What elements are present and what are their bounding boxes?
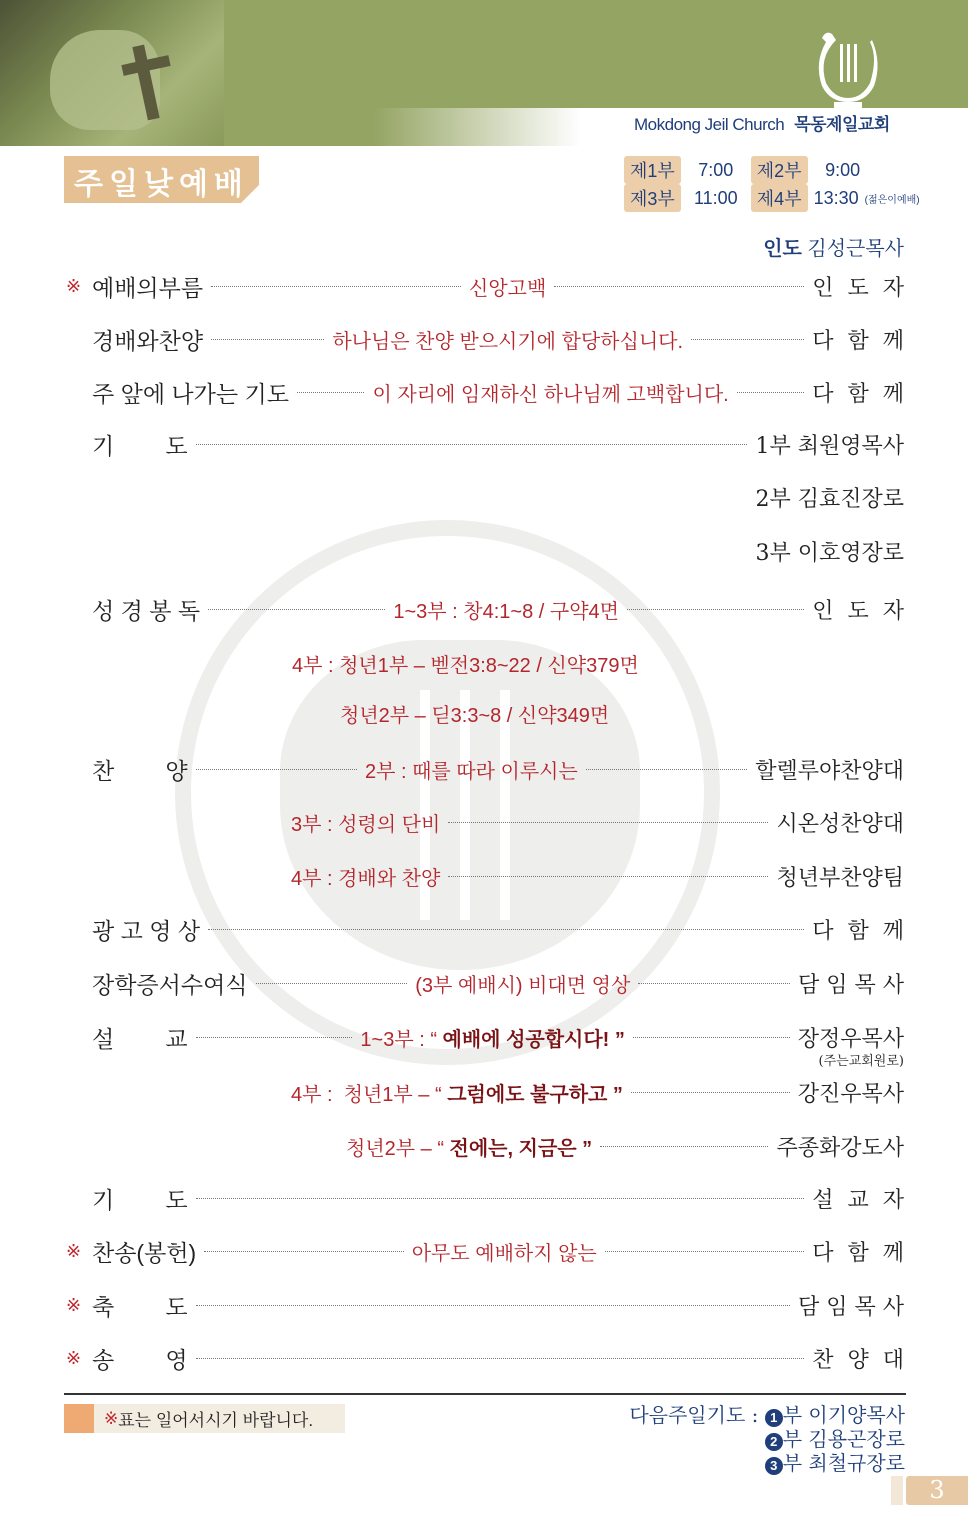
dotted-leader bbox=[448, 876, 768, 877]
item-detail bbox=[412, 1237, 597, 1266]
item-detail bbox=[393, 595, 619, 624]
person-text: 찬 양 대 bbox=[812, 1347, 904, 1373]
leader-name: 김성근목사 bbox=[807, 238, 904, 260]
person-note: (주는교회원로) bbox=[818, 1053, 904, 1069]
item-label: 주 앞에 나가는 기도 bbox=[92, 380, 289, 407]
item-label: 기 도 bbox=[92, 432, 188, 459]
dotted-leader bbox=[631, 1092, 790, 1093]
item-detail bbox=[469, 272, 546, 301]
table-row bbox=[66, 322, 904, 356]
leader-role: 인도 bbox=[763, 238, 802, 260]
detail-text: 아무도 예배하지 않는 bbox=[411, 1242, 597, 1265]
detail-text: 1~3부 : 창4:1~8 / 구약4면 bbox=[393, 600, 619, 623]
item-person bbox=[755, 429, 904, 460]
dotted-leader bbox=[633, 1037, 790, 1038]
dotted-leader bbox=[196, 444, 748, 445]
person-text: 주종화강도사 bbox=[776, 1135, 904, 1161]
person-text: 2부 김효진장로 bbox=[755, 486, 904, 512]
church-name bbox=[634, 110, 890, 135]
person-text: 담 임 목 사 bbox=[798, 1294, 904, 1320]
service-times bbox=[624, 156, 920, 212]
item-person bbox=[755, 482, 904, 513]
item-person bbox=[812, 324, 904, 355]
table-row bbox=[66, 1075, 904, 1109]
person-text: 다 함 께 bbox=[812, 1240, 904, 1266]
detail-text: 청년2부 – 딛3:3~8 / 신약349면 bbox=[340, 704, 610, 727]
detail-text: 신앙고백 bbox=[469, 277, 547, 300]
item-person bbox=[812, 377, 904, 408]
dotted-leader bbox=[448, 822, 768, 823]
item-label: 성 경 봉 독 bbox=[92, 597, 201, 624]
note-text: 표는 일어서시기 바랍니다. bbox=[118, 1411, 314, 1430]
note-mark: ※ bbox=[104, 1408, 119, 1428]
item-label: 예배의부름 bbox=[92, 274, 204, 301]
detail-text: 1~3부 : “ bbox=[360, 1028, 443, 1051]
table-row bbox=[66, 912, 904, 946]
item-detail bbox=[340, 699, 609, 728]
dotted-leader bbox=[600, 1146, 768, 1147]
service-note: (젊은이예배) bbox=[864, 194, 920, 206]
dotted-leader bbox=[208, 929, 804, 930]
dotted-leader bbox=[297, 392, 365, 393]
detail-title: 그럼에도 불구하고 ” bbox=[447, 1083, 623, 1106]
service-label: 제4부 bbox=[751, 184, 808, 212]
dotted-leader bbox=[204, 1251, 404, 1252]
standing-mark: ※ bbox=[66, 275, 82, 296]
item-detail bbox=[415, 969, 630, 998]
service-label: 제1부 bbox=[624, 156, 681, 184]
dotted-leader bbox=[691, 339, 804, 340]
service-time: 9:00 bbox=[825, 159, 861, 180]
service-time: 11:00 bbox=[693, 187, 738, 208]
person-text: 다 함 께 bbox=[812, 381, 905, 407]
standing-mark: ※ bbox=[66, 1240, 82, 1261]
detail-text: 4부 : 청년1부 – “ bbox=[291, 1083, 448, 1106]
person-text: 3부 이호영장로 bbox=[755, 540, 904, 566]
table-row bbox=[66, 1288, 904, 1322]
item-detail bbox=[332, 325, 683, 354]
dotted-leader bbox=[196, 1358, 805, 1359]
next-item: 부 최철규장로 bbox=[782, 1451, 905, 1475]
dotted-leader bbox=[196, 1037, 353, 1038]
table-row bbox=[66, 1181, 904, 1215]
table-row bbox=[66, 427, 904, 461]
dotted-leader bbox=[554, 286, 804, 287]
person-text: 다 함 께 bbox=[812, 328, 904, 354]
dotted-leader bbox=[196, 1305, 790, 1306]
item-person bbox=[812, 1343, 904, 1374]
table-row bbox=[66, 859, 904, 893]
item-person bbox=[812, 1236, 904, 1267]
page-number: 3 bbox=[906, 1476, 968, 1505]
service-time: 13:30 bbox=[813, 187, 859, 208]
item-label: 설 교 bbox=[92, 1025, 188, 1052]
service-time: 7:00 bbox=[698, 159, 734, 180]
church-name-ko: 목동제일교회 bbox=[794, 115, 890, 134]
person-text: 설 교 자 bbox=[812, 1187, 904, 1213]
table-row bbox=[66, 269, 904, 303]
item-detail bbox=[291, 1078, 623, 1107]
item-label: 경배와찬양 bbox=[92, 327, 204, 354]
table-row bbox=[66, 752, 904, 786]
table-row bbox=[66, 966, 904, 1000]
item-detail bbox=[292, 649, 639, 678]
table-row bbox=[66, 592, 904, 626]
item-detail bbox=[291, 808, 440, 837]
divider bbox=[64, 1393, 906, 1395]
item-label: 송 영 bbox=[92, 1346, 188, 1373]
item-person bbox=[755, 536, 904, 567]
dotted-leader bbox=[605, 1251, 805, 1252]
detail-text: 3부 : 성령의 단비 bbox=[291, 813, 441, 836]
dotted-leader bbox=[586, 769, 747, 770]
item-detail bbox=[346, 1132, 592, 1161]
person-text: 청년부찬양팀 bbox=[776, 865, 904, 891]
dotted-leader bbox=[638, 983, 790, 984]
detail-text: 4부 : 청년1부 – 벧전3:8~22 / 신약379면 bbox=[292, 654, 639, 677]
standing-mark: ※ bbox=[66, 1294, 82, 1315]
detail-text: 2부 : 때를 따라 이루시는 bbox=[365, 760, 578, 783]
lyre-logo-icon bbox=[812, 28, 884, 108]
table-row bbox=[66, 1020, 904, 1069]
item-person bbox=[798, 968, 904, 999]
detail-text: 4부 : 경배와 찬양 bbox=[291, 867, 441, 890]
dotted-leader bbox=[256, 983, 408, 984]
detail-text: 이 자리에 임재하신 하나님께 고백합니다. bbox=[372, 383, 729, 406]
table-row bbox=[66, 805, 904, 839]
dotted-leader bbox=[196, 1198, 805, 1199]
table-row bbox=[66, 534, 904, 568]
table-row bbox=[66, 1341, 904, 1375]
worship-leader bbox=[763, 232, 904, 261]
title-text: 주일낮예배 bbox=[74, 168, 249, 201]
person-text: 시온성찬양대 bbox=[776, 811, 904, 837]
item-detail bbox=[365, 755, 578, 784]
item-label: 광 고 영 상 bbox=[92, 917, 201, 944]
page-title bbox=[64, 156, 259, 203]
person-text: 할렐루야찬양대 bbox=[755, 758, 904, 784]
person-text: 인 도 자 bbox=[812, 275, 905, 301]
detail-title: 예배에 성공합시다! ” bbox=[442, 1028, 625, 1051]
person-text: 인 도 자 bbox=[812, 598, 905, 624]
dotted-leader bbox=[211, 286, 461, 287]
table-row bbox=[66, 696, 904, 730]
item-label: 장학증서수여식 bbox=[92, 971, 248, 998]
item-detail bbox=[291, 862, 440, 891]
item-person bbox=[812, 271, 904, 302]
table-row bbox=[66, 480, 904, 514]
item-person bbox=[797, 1022, 904, 1069]
table-row bbox=[66, 1129, 904, 1163]
next-label: 다음주일기도 : bbox=[629, 1403, 759, 1427]
number-badge: 3 bbox=[765, 1457, 783, 1475]
dotted-leader bbox=[196, 769, 357, 770]
detail-text: 하나님은 찬양 받으시기에 합당하십니다. bbox=[332, 330, 684, 353]
item-label: 찬송(봉헌) bbox=[92, 1239, 197, 1266]
next-week-prayer bbox=[629, 1403, 905, 1475]
standing-mark: ※ bbox=[66, 1347, 82, 1368]
detail-text: 청년2부 – “ bbox=[346, 1137, 450, 1160]
standing-note bbox=[64, 1404, 345, 1433]
dotted-leader bbox=[627, 609, 804, 610]
item-label: 찬 양 bbox=[92, 757, 188, 784]
item-label: 축 도 bbox=[92, 1293, 188, 1320]
item-person bbox=[776, 807, 904, 838]
item-person bbox=[798, 1290, 904, 1321]
church-name-en: Mokdong Jeil Church bbox=[634, 115, 785, 134]
item-detail bbox=[372, 378, 728, 407]
next-item: 부 이기양목사 bbox=[782, 1403, 905, 1427]
page-tab-strip bbox=[891, 1476, 903, 1505]
number-badge: 1 bbox=[765, 1409, 783, 1427]
item-person bbox=[776, 1131, 904, 1162]
item-label: 기 도 bbox=[92, 1186, 188, 1213]
table-row bbox=[66, 375, 904, 409]
item-person bbox=[812, 914, 904, 945]
person-text: 다 함 께 bbox=[812, 918, 904, 944]
dotted-leader bbox=[211, 339, 324, 340]
detail-title: 전에는, 지금은 ” bbox=[449, 1137, 593, 1160]
praying-hands-photo bbox=[0, 0, 224, 146]
dotted-leader bbox=[737, 392, 805, 393]
dotted-leader bbox=[208, 609, 385, 610]
service-label: 제2부 bbox=[751, 156, 808, 184]
service-label: 제3부 bbox=[624, 184, 681, 212]
person-text: 1부 최원영목사 bbox=[755, 433, 904, 459]
table-row bbox=[66, 646, 904, 680]
next-item: 부 김용곤장로 bbox=[782, 1427, 905, 1451]
item-person bbox=[798, 1077, 904, 1108]
table-row bbox=[66, 1234, 904, 1268]
person-text: 담 임 목 사 bbox=[798, 972, 904, 998]
item-person bbox=[776, 861, 904, 892]
person-text: 장정우목사 bbox=[797, 1026, 904, 1052]
item-person bbox=[755, 754, 904, 785]
item-person bbox=[812, 594, 904, 625]
item-person bbox=[812, 1183, 904, 1214]
number-badge: 2 bbox=[765, 1433, 783, 1451]
detail-text: (3부 예배시) 비대면 영상 bbox=[415, 974, 631, 997]
person-text: 강진우목사 bbox=[797, 1081, 904, 1107]
item-detail bbox=[360, 1023, 624, 1052]
